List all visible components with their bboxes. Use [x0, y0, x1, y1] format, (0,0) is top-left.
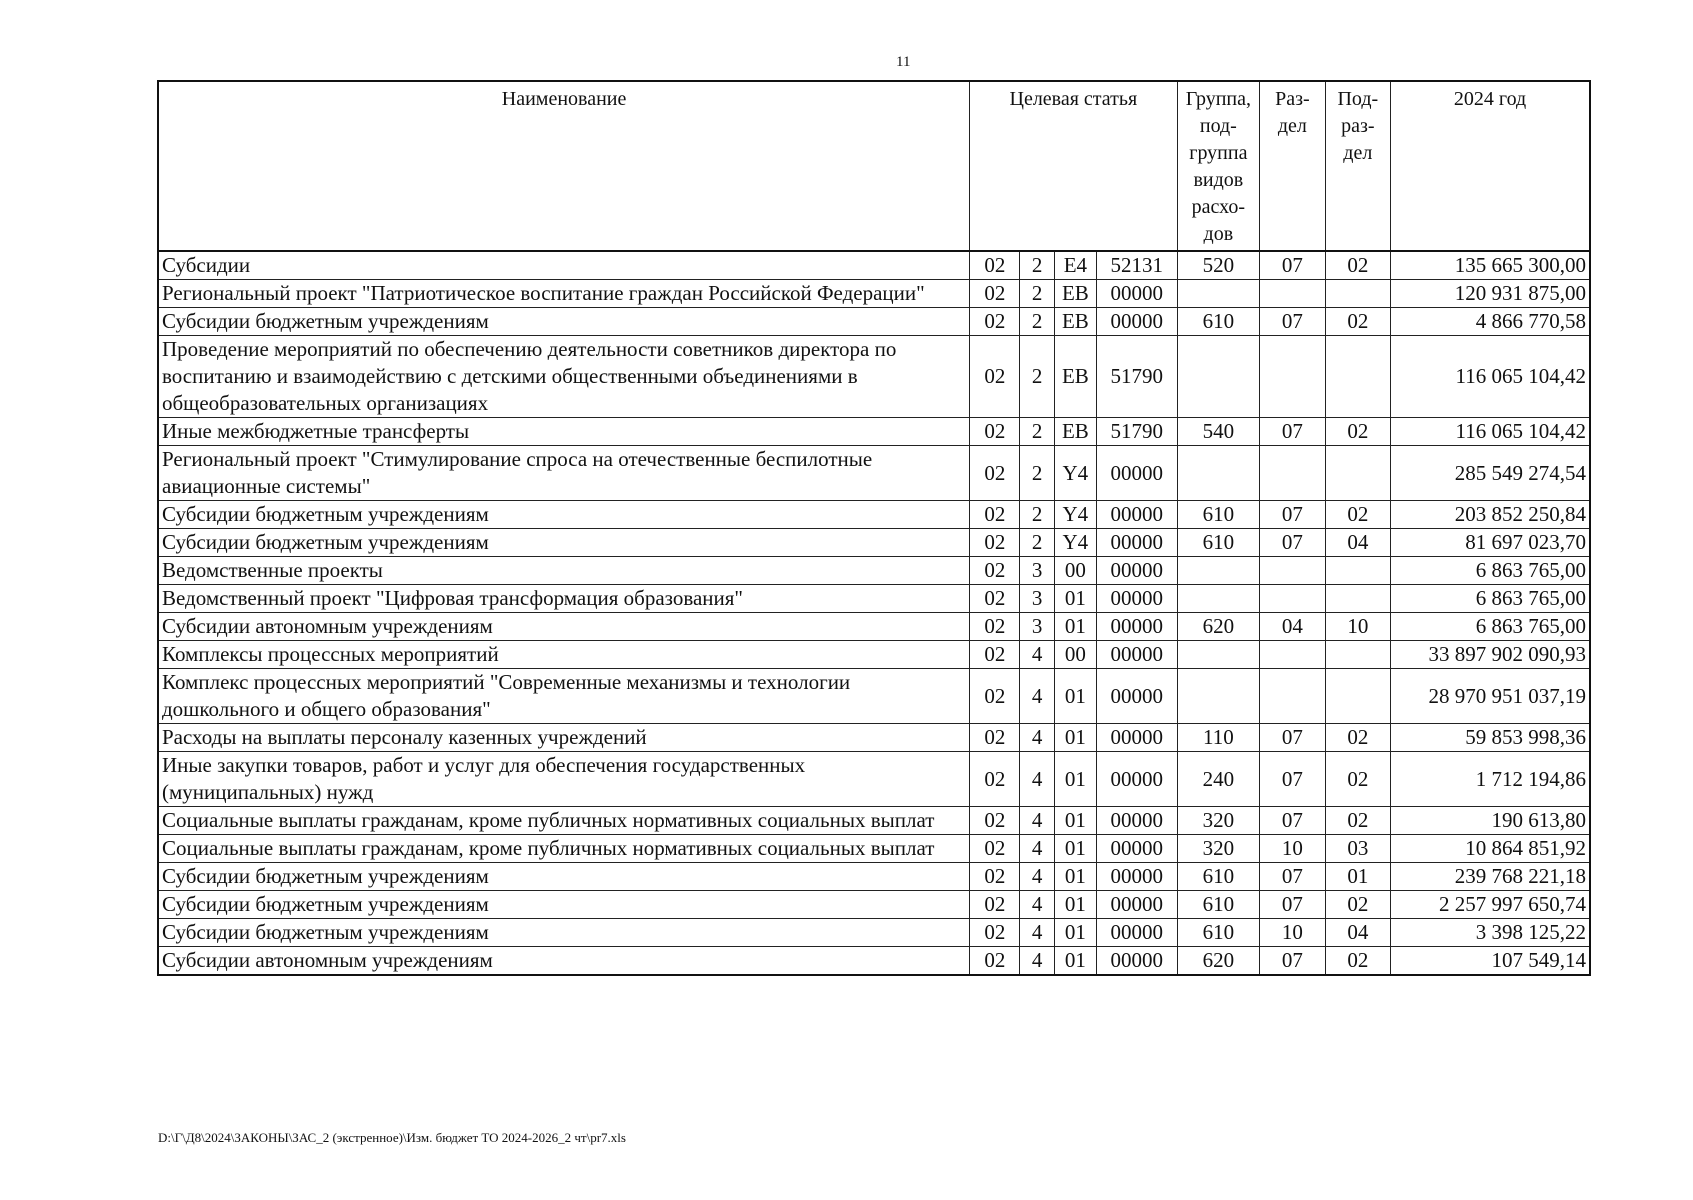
- amount-2024: 116 065 104,42: [1391, 418, 1590, 446]
- target-code-direction: ЕВ: [1054, 308, 1096, 336]
- header-name: Наименование: [158, 81, 970, 251]
- row-name: Ведомственный проект "Цифровая трансформация образования": [158, 585, 970, 613]
- table-row: [158, 891, 1590, 919]
- budget-table: [157, 80, 1591, 976]
- amount-2024: 107 549,14: [1391, 947, 1590, 976]
- target-code-subprogram: 2: [1020, 418, 1054, 446]
- table-row: [158, 947, 1590, 976]
- target-code-subprogram: 4: [1020, 919, 1054, 947]
- target-code-program: 02: [970, 529, 1020, 557]
- row-name: Региональный проект "Стимулирование спроса на отечественные беспилотные авиационные системы": [158, 446, 970, 501]
- subsection-code: [1325, 336, 1390, 418]
- target-code-subprogram: 4: [1020, 891, 1054, 919]
- section-code: [1260, 585, 1325, 613]
- expense-group: 610: [1177, 919, 1260, 947]
- amount-2024: 285 549 274,54: [1391, 446, 1590, 501]
- target-code-program: 02: [970, 919, 1020, 947]
- table-body: [158, 251, 1590, 975]
- amount-2024: 135 665 300,00: [1391, 251, 1590, 280]
- target-code-direction: 01: [1054, 613, 1096, 641]
- target-code-direction: 01: [1054, 807, 1096, 835]
- subsection-code: 04: [1325, 919, 1390, 947]
- target-code-direction: 01: [1054, 752, 1096, 807]
- subsection-code: 04: [1325, 529, 1390, 557]
- table-row: [158, 835, 1590, 863]
- file-path-footer: D:\Г\Д8\2024\ЗАКОНЫ\ЗАС_2 (экстренное)\Изм. бюджет ТО 2024-2026_2 чт\pr7.xls: [158, 1130, 626, 1145]
- subsection-code: 02: [1325, 308, 1390, 336]
- target-code-subprogram: 2: [1020, 251, 1054, 280]
- expense-group: 610: [1177, 529, 1260, 557]
- target-code-program: 02: [970, 752, 1020, 807]
- target-code-direction: ЕВ: [1054, 336, 1096, 418]
- target-code-expense: 00000: [1097, 863, 1178, 891]
- subsection-code: [1325, 280, 1390, 308]
- target-code-subprogram: 2: [1020, 308, 1054, 336]
- table-header: [158, 81, 1590, 251]
- row-name: Расходы на выплаты персоналу казенных учреждений: [158, 724, 970, 752]
- table-row: [158, 585, 1590, 613]
- table-row: [158, 919, 1590, 947]
- expense-group: 540: [1177, 418, 1260, 446]
- row-name: Социальные выплаты гражданам, кроме публичных нормативных социальных выплат: [158, 807, 970, 835]
- target-code-program: 02: [970, 641, 1020, 669]
- expense-group: 520: [1177, 251, 1260, 280]
- expense-group: 610: [1177, 308, 1260, 336]
- target-code-program: 02: [970, 947, 1020, 976]
- table-row: [158, 807, 1590, 835]
- target-code-subprogram: 4: [1020, 807, 1054, 835]
- target-code-expense: 00000: [1097, 613, 1178, 641]
- target-code-expense: 00000: [1097, 308, 1178, 336]
- section-code: 07: [1260, 752, 1325, 807]
- section-code: [1260, 669, 1325, 724]
- target-code-program: 02: [970, 724, 1020, 752]
- table-row: [158, 669, 1590, 724]
- target-code-direction: 01: [1054, 835, 1096, 863]
- section-code: 07: [1260, 863, 1325, 891]
- target-code-expense: 51790: [1097, 336, 1178, 418]
- target-code-subprogram: 4: [1020, 863, 1054, 891]
- row-name: Социальные выплаты гражданам, кроме публичных нормативных социальных выплат: [158, 835, 970, 863]
- amount-2024: 59 853 998,36: [1391, 724, 1590, 752]
- expense-group: [1177, 280, 1260, 308]
- target-code-direction: 01: [1054, 724, 1096, 752]
- target-code-expense: 00000: [1097, 669, 1178, 724]
- target-code-program: 02: [970, 863, 1020, 891]
- target-code-direction: 01: [1054, 947, 1096, 976]
- row-name: Ведомственные проекты: [158, 557, 970, 585]
- row-name: Субсидии бюджетным учреждениям: [158, 501, 970, 529]
- target-code-subprogram: 3: [1020, 557, 1054, 585]
- row-name: Субсидии автономным учреждениям: [158, 947, 970, 976]
- row-name: Иные межбюджетные трансферты: [158, 418, 970, 446]
- target-code-subprogram: 4: [1020, 947, 1054, 976]
- target-code-program: 02: [970, 446, 1020, 501]
- target-code-direction: ЕВ: [1054, 418, 1096, 446]
- header-expense-group: Группа, под-группа видов расхо-дов: [1177, 81, 1260, 251]
- amount-2024: 6 863 765,00: [1391, 557, 1590, 585]
- target-code-expense: 00000: [1097, 891, 1178, 919]
- target-code-subprogram: 4: [1020, 724, 1054, 752]
- target-code-expense: 00000: [1097, 501, 1178, 529]
- target-code-subprogram: 2: [1020, 446, 1054, 501]
- target-code-direction: 01: [1054, 891, 1096, 919]
- amount-2024: 239 768 221,18: [1391, 863, 1590, 891]
- table-row: [158, 501, 1590, 529]
- target-code-direction: 01: [1054, 585, 1096, 613]
- section-code: [1260, 446, 1325, 501]
- row-name: Субсидии: [158, 251, 970, 280]
- table-row: [158, 280, 1590, 308]
- target-code-subprogram: 3: [1020, 613, 1054, 641]
- amount-2024: 81 697 023,70: [1391, 529, 1590, 557]
- target-code-direction: ЕВ: [1054, 280, 1096, 308]
- amount-2024: 4 866 770,58: [1391, 308, 1590, 336]
- target-code-expense: 51790: [1097, 418, 1178, 446]
- subsection-code: [1325, 669, 1390, 724]
- page-number: 11: [896, 54, 911, 70]
- target-code-expense: 00000: [1097, 724, 1178, 752]
- subsection-code: 03: [1325, 835, 1390, 863]
- row-name: Комплексы процессных мероприятий: [158, 641, 970, 669]
- amount-2024: 6 863 765,00: [1391, 585, 1590, 613]
- section-code: 07: [1260, 807, 1325, 835]
- target-code-program: 02: [970, 501, 1020, 529]
- expense-group: 610: [1177, 891, 1260, 919]
- table-row: [158, 724, 1590, 752]
- target-code-direction: Y4: [1054, 446, 1096, 501]
- target-code-program: 02: [970, 669, 1020, 724]
- amount-2024: 116 065 104,42: [1391, 336, 1590, 418]
- section-code: 10: [1260, 919, 1325, 947]
- section-code: 07: [1260, 418, 1325, 446]
- target-code-subprogram: 2: [1020, 336, 1054, 418]
- section-code: 07: [1260, 308, 1325, 336]
- row-name: Иные закупки товаров, работ и услуг для обеспечения государственных (муниципальных) нужд: [158, 752, 970, 807]
- amount-2024: 203 852 250,84: [1391, 501, 1590, 529]
- expense-group: 620: [1177, 613, 1260, 641]
- amount-2024: 28 970 951 037,19: [1391, 669, 1590, 724]
- section-code: [1260, 557, 1325, 585]
- section-code: 10: [1260, 835, 1325, 863]
- target-code-subprogram: 2: [1020, 501, 1054, 529]
- target-code-subprogram: 4: [1020, 752, 1054, 807]
- section-code: 07: [1260, 947, 1325, 976]
- row-name: Субсидии бюджетным учреждениям: [158, 308, 970, 336]
- target-code-expense: 00000: [1097, 807, 1178, 835]
- target-code-program: 02: [970, 280, 1020, 308]
- target-code-expense: 00000: [1097, 947, 1178, 976]
- target-code-direction: 01: [1054, 669, 1096, 724]
- section-code: [1260, 280, 1325, 308]
- subsection-code: 02: [1325, 752, 1390, 807]
- row-name: Субсидии бюджетным учреждениям: [158, 863, 970, 891]
- amount-2024: 33 897 902 090,93: [1391, 641, 1590, 669]
- table-row: [158, 251, 1590, 280]
- amount-2024: 10 864 851,92: [1391, 835, 1590, 863]
- target-code-expense: 00000: [1097, 585, 1178, 613]
- target-code-expense: 00000: [1097, 557, 1178, 585]
- expense-group: 110: [1177, 724, 1260, 752]
- section-code: [1260, 336, 1325, 418]
- row-name: Субсидии бюджетным учреждениям: [158, 529, 970, 557]
- expense-group: 620: [1177, 947, 1260, 976]
- header-section: Раз-дел: [1260, 81, 1325, 251]
- amount-2024: 190 613,80: [1391, 807, 1590, 835]
- row-name: Субсидии автономным учреждениям: [158, 613, 970, 641]
- target-code-program: 02: [970, 557, 1020, 585]
- subsection-code: 10: [1325, 613, 1390, 641]
- section-code: 04: [1260, 613, 1325, 641]
- target-code-program: 02: [970, 807, 1020, 835]
- target-code-expense: 00000: [1097, 919, 1178, 947]
- subsection-code: 02: [1325, 807, 1390, 835]
- table-row: [158, 557, 1590, 585]
- subsection-code: 02: [1325, 251, 1390, 280]
- target-code-direction: 00: [1054, 557, 1096, 585]
- subsection-code: [1325, 641, 1390, 669]
- target-code-direction: 00: [1054, 641, 1096, 669]
- target-code-subprogram: 3: [1020, 585, 1054, 613]
- target-code-subprogram: 2: [1020, 280, 1054, 308]
- expense-group: [1177, 641, 1260, 669]
- target-code-subprogram: 2: [1020, 529, 1054, 557]
- row-name: Субсидии бюджетным учреждениям: [158, 919, 970, 947]
- target-code-subprogram: 4: [1020, 641, 1054, 669]
- expense-group: 320: [1177, 807, 1260, 835]
- header-target-article: Целевая статья: [970, 81, 1177, 251]
- table-row: [158, 613, 1590, 641]
- amount-2024: 2 257 997 650,74: [1391, 891, 1590, 919]
- table-row: [158, 418, 1590, 446]
- amount-2024: 1 712 194,86: [1391, 752, 1590, 807]
- table-row: [158, 529, 1590, 557]
- expense-group: [1177, 336, 1260, 418]
- row-name: Региональный проект "Патриотическое воспитание граждан Российской Федерации": [158, 280, 970, 308]
- subsection-code: 02: [1325, 418, 1390, 446]
- header-year-2024: 2024 год: [1391, 81, 1590, 251]
- target-code-expense: 00000: [1097, 280, 1178, 308]
- expense-group: [1177, 446, 1260, 501]
- table-row: [158, 336, 1590, 418]
- target-code-direction: Е4: [1054, 251, 1096, 280]
- target-code-expense: 00000: [1097, 529, 1178, 557]
- expense-group: 240: [1177, 752, 1260, 807]
- target-code-expense: 00000: [1097, 835, 1178, 863]
- subsection-code: 02: [1325, 724, 1390, 752]
- section-code: 07: [1260, 251, 1325, 280]
- target-code-direction: 01: [1054, 919, 1096, 947]
- subsection-code: 02: [1325, 891, 1390, 919]
- section-code: 07: [1260, 891, 1325, 919]
- table-row: [158, 752, 1590, 807]
- target-code-direction: Y4: [1054, 501, 1096, 529]
- target-code-expense: 00000: [1097, 641, 1178, 669]
- target-code-program: 02: [970, 308, 1020, 336]
- amount-2024: 120 931 875,00: [1391, 280, 1590, 308]
- target-code-program: 02: [970, 336, 1020, 418]
- subsection-code: [1325, 585, 1390, 613]
- expense-group: [1177, 557, 1260, 585]
- target-code-program: 02: [970, 613, 1020, 641]
- target-code-expense: 00000: [1097, 446, 1178, 501]
- amount-2024: 6 863 765,00: [1391, 613, 1590, 641]
- subsection-code: 02: [1325, 501, 1390, 529]
- subsection-code: [1325, 557, 1390, 585]
- target-code-direction: 01: [1054, 863, 1096, 891]
- amount-2024: 3 398 125,22: [1391, 919, 1590, 947]
- target-code-expense: 52131: [1097, 251, 1178, 280]
- section-code: 07: [1260, 529, 1325, 557]
- expense-group: 610: [1177, 501, 1260, 529]
- target-code-expense: 00000: [1097, 752, 1178, 807]
- table-row: [158, 641, 1590, 669]
- table-row: [158, 308, 1590, 336]
- row-name: Проведение мероприятий по обеспечению деятельности советников директора по воспитанию и взаимодействию с детскими общественными объединениями в общеобразовательных организациях: [158, 336, 970, 418]
- section-code: [1260, 641, 1325, 669]
- table-row: [158, 446, 1590, 501]
- row-name: Комплекс процессных мероприятий "Современные механизмы и технологии дошкольного и общего образования": [158, 669, 970, 724]
- section-code: 07: [1260, 501, 1325, 529]
- header-subsection: Под-раз-дел: [1325, 81, 1390, 251]
- target-code-subprogram: 4: [1020, 835, 1054, 863]
- section-code: 07: [1260, 724, 1325, 752]
- target-code-program: 02: [970, 835, 1020, 863]
- row-name: Субсидии бюджетным учреждениям: [158, 891, 970, 919]
- target-code-program: 02: [970, 251, 1020, 280]
- expense-group: [1177, 669, 1260, 724]
- target-code-program: 02: [970, 585, 1020, 613]
- subsection-code: [1325, 446, 1390, 501]
- expense-group: 610: [1177, 863, 1260, 891]
- subsection-code: 01: [1325, 863, 1390, 891]
- target-code-program: 02: [970, 418, 1020, 446]
- target-code-program: 02: [970, 891, 1020, 919]
- expense-group: 320: [1177, 835, 1260, 863]
- target-code-subprogram: 4: [1020, 669, 1054, 724]
- expense-group: [1177, 585, 1260, 613]
- table-row: [158, 863, 1590, 891]
- subsection-code: 02: [1325, 947, 1390, 976]
- target-code-direction: Y4: [1054, 529, 1096, 557]
